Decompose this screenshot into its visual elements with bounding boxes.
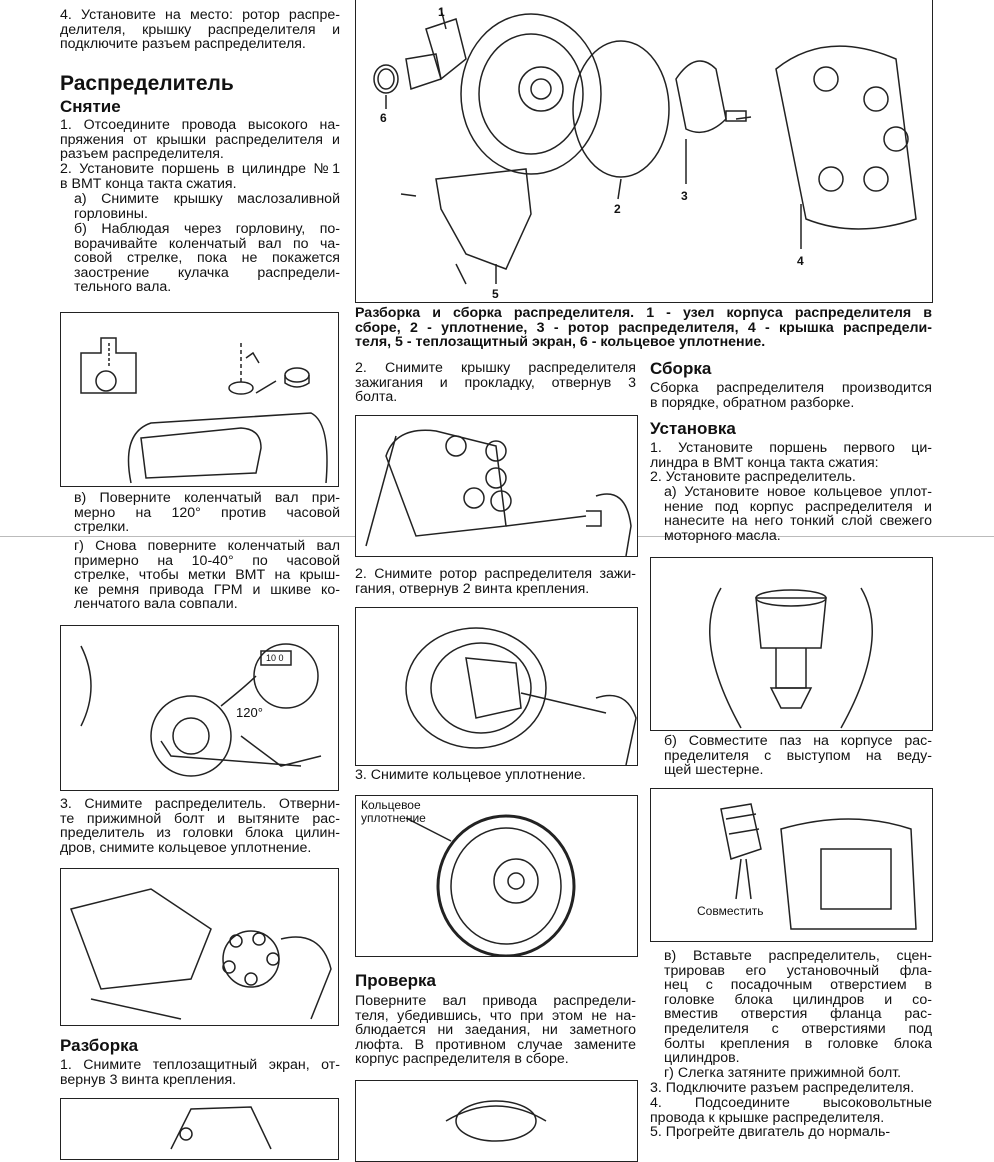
text-line: нение под корпус распределителя и	[664, 498, 932, 515]
text-line: г) Снова поверните коленчатый вал	[74, 538, 340, 554]
callout-6: 6	[380, 111, 387, 125]
text-line: блюдается ни заедания, ни заметного	[355, 1022, 636, 1039]
text-line: трировав его установочный фла-	[664, 962, 932, 979]
removal-step-2a	[60, 192, 340, 221]
text-line: ленчатого вала совпали.	[74, 596, 238, 613]
install-step-2a	[650, 485, 932, 543]
angle-label: 120°	[236, 705, 263, 720]
figure-remove-distributor	[60, 868, 339, 1026]
text-line: болты крепления в головке блока	[664, 1035, 932, 1052]
text-line: те прижимной болт и вытяните рас-	[60, 810, 340, 827]
text-line: 1. Установите поршень первого ци-	[650, 440, 932, 456]
text-line: 4. Установите на место: ротор распре-	[60, 7, 340, 23]
text-line: подключите разъем распределителя.	[60, 36, 306, 53]
text-line: горловины.	[74, 205, 148, 222]
text-line: в) Поверните коленчатый вал при-	[74, 490, 340, 506]
text-line: пределителя с выступом на веду-	[664, 747, 932, 764]
figure-caption	[355, 306, 932, 350]
text-line: совой стрелке, пока не покажется	[74, 250, 340, 267]
text-line: а) Установите новое кольцевое уплот-	[664, 484, 932, 500]
disassembly-heading: Разборка	[60, 1036, 139, 1055]
text-line: моторного масла.	[664, 527, 781, 544]
figure-oil-filler-cam	[60, 312, 339, 487]
callout-1: 1	[438, 5, 445, 19]
timing-scale-label: 10 0	[266, 653, 284, 663]
figure-oring	[355, 795, 638, 957]
text-line: теля, 5 - теплозащитный экран, 6 - кольцевое уплотнение.	[355, 334, 766, 351]
text-line: вернув 3 винта крепления.	[60, 1071, 237, 1088]
removal-step-2v	[60, 491, 340, 535]
figure-check-shaft	[355, 1080, 638, 1162]
assembly-heading: Сборка	[650, 359, 712, 378]
text-line: мерно на 120° против часовой	[74, 504, 340, 521]
text-line: ке ремня привода ГРМ и шкиве ко-	[74, 581, 340, 598]
install-step-3	[650, 1081, 932, 1096]
text-line: а) Снимите крышку маслозаливной	[74, 191, 340, 207]
text-line: гания, отвернув 2 винта крепления.	[355, 580, 590, 597]
text-line: 5. Прогрейте двигатель до нормаль-	[650, 1124, 891, 1140]
text-line: нанесите на него тонкий слой свежего	[664, 513, 932, 530]
text-line: б) Наблюдая через горловину, по-	[74, 221, 340, 237]
text-line: нец с посадочным отверстием в	[664, 977, 932, 994]
text-line: стрелки.	[74, 519, 130, 536]
removal-step-2g	[60, 539, 340, 612]
text-line: Сборка распределителя производится	[650, 380, 932, 396]
install-step-2v	[650, 949, 932, 1066]
figure-remove-rotor	[355, 607, 638, 766]
text-line: люфта. В противном случае замените	[355, 1036, 636, 1053]
install-step-2	[650, 470, 932, 485]
oring-label	[361, 799, 426, 825]
install-step-5	[650, 1125, 932, 1140]
text-line: дров, снимите кольцевое уплотнение.	[60, 839, 312, 856]
callout-2: 2	[614, 202, 621, 216]
text-line: зажигания и прокладку, отвернув 3	[355, 374, 636, 391]
text-line: головке блока цилиндров и со-	[664, 991, 932, 1008]
text-line: в) Вставьте распределитель, сцен-	[664, 948, 932, 964]
text-line: теля, убедившись, что при этом не на-	[355, 1007, 636, 1024]
disassembly-step-3	[355, 768, 636, 783]
text-line: 4. Подсоедините высоковольтные	[650, 1095, 932, 1111]
text-line: корпус распределителя в сборе.	[355, 1051, 569, 1068]
text-line: пределителя с отверстиями под	[664, 1020, 932, 1037]
text-line: 3. Снимите кольцевое уплотнение.	[355, 767, 586, 783]
text-line: 2. Снимите крышку распределителя	[355, 360, 636, 376]
callout-5: 5	[492, 287, 499, 301]
text-line: стрелке, чтобы метки ВМТ на крыш-	[74, 567, 340, 584]
text-line: провода к крышке распределителя.	[650, 1109, 885, 1126]
text-line: б) Совместите паз на корпусе рас-	[664, 733, 932, 749]
install-step-4	[650, 1096, 932, 1125]
figure-heat-shield	[60, 1098, 339, 1160]
callout-4: 4	[797, 254, 804, 268]
text-line: г) Слегка затяните прижимной болт.	[664, 1065, 902, 1081]
removal-step-2b	[60, 222, 340, 295]
section-title: Распределитель	[60, 72, 234, 95]
text-line: в порядке, обратном разборке.	[650, 394, 855, 411]
figure-align-gear	[650, 788, 933, 942]
text-line: 2. Установите поршень в цилиндре №1	[60, 161, 340, 177]
disassembly-step-1	[60, 1058, 340, 1087]
install-step-1	[650, 441, 932, 470]
text-line: делителя, крышку распределителя и	[60, 21, 340, 38]
oring-label-line: Кольцевое	[361, 798, 421, 812]
install-heading: Установка	[650, 419, 736, 438]
check-paragraph	[355, 994, 636, 1067]
text-line: 2. Снимите ротор распределителя зажи-	[355, 566, 636, 582]
text-line: в ВМТ конца такта сжатия.	[60, 175, 237, 192]
oring-label-line: уплотнение	[361, 811, 426, 825]
install-step-2b	[650, 734, 932, 778]
removal-step-3	[60, 797, 340, 855]
text-line: 3. Снимите распределитель. Отверни-	[60, 796, 340, 812]
text-line: 2. Установите распределитель.	[650, 469, 856, 485]
text-line: болта.	[355, 389, 398, 406]
align-label: Совместить	[697, 904, 764, 918]
figure-distributor-exploded	[355, 0, 933, 303]
text-line: Разборка и сборка распределителя. 1 - узел корпуса распределителя в	[355, 305, 932, 321]
text-line: Поверните вал привода распредели-	[355, 993, 636, 1009]
text-line: щей шестерне.	[664, 762, 764, 779]
text-line: 1. Снимите теплозащитный экран, от-	[60, 1057, 340, 1073]
callout-3: 3	[681, 189, 688, 203]
text-line: ворачивайте коленчатый вал по ча-	[74, 235, 340, 252]
text-line: разъем распределителя.	[60, 146, 224, 163]
check-heading: Проверка	[355, 971, 437, 990]
text-line: вместив отверстия фланца рас-	[664, 1006, 932, 1023]
text-line: 3. Подключите разъем распределителя.	[650, 1080, 915, 1096]
text-line: цилиндров.	[664, 1050, 740, 1067]
text-line: линдра в ВМТ конца такта сжатия:	[650, 454, 879, 471]
text-line: заострение кулачка распредели-	[74, 264, 340, 281]
removal-step-2	[60, 162, 340, 191]
assembly-paragraph	[650, 381, 932, 410]
removal-step-1	[60, 118, 340, 162]
install-step-2g	[650, 1066, 932, 1081]
disassembly-step-2-cap	[355, 361, 636, 405]
figure-remove-cap	[355, 415, 638, 557]
figure-new-oring	[650, 557, 933, 731]
text-line: пределитель из головки блока цилин-	[60, 825, 340, 842]
removal-heading: Снятие	[60, 97, 121, 116]
figure-crankshaft-marks	[60, 625, 339, 791]
paragraph-install-rotor	[60, 8, 340, 52]
disassembly-step-2-rotor	[355, 567, 636, 596]
text-line: пряжения от крышки распределителя и	[60, 131, 340, 148]
text-line: сборе, 2 - уплотнение, 3 - ротор распределителя, 4 - крышка распредели-	[355, 319, 932, 336]
text-line: 1. Отсоедините провода высокого на-	[60, 117, 340, 133]
text-line: примерно на 10-40° по часовой	[74, 552, 340, 569]
text-line: тельного вала.	[74, 279, 172, 296]
